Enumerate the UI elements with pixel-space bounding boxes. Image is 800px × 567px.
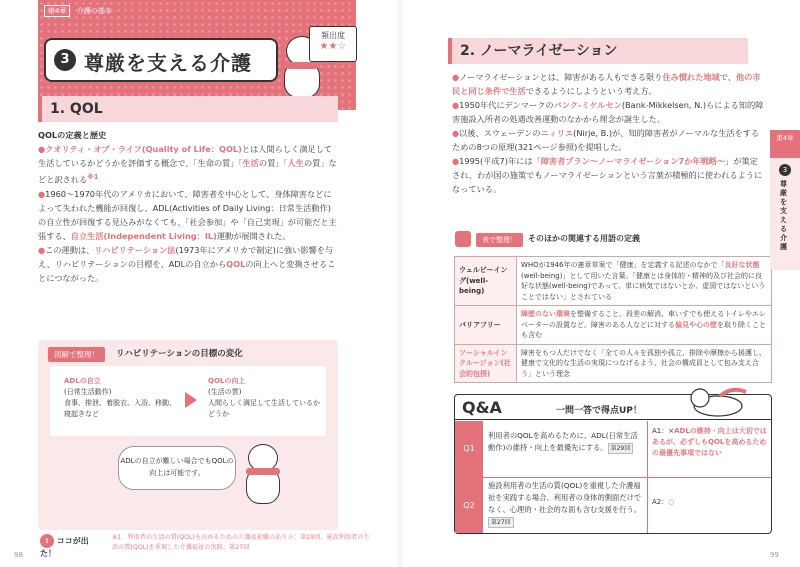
qol-subheading: QOLの定義と歴史 [38,130,107,140]
chapter-label: 第4章 [44,5,70,17]
q1-label: Q1 [455,421,483,477]
section-number: 3 [54,49,76,71]
side-title: 尊厳を支える介護 [780,180,787,251]
qa-title: 一問一答で得点UP！ [556,406,642,416]
page-number-left: 98 [14,551,23,559]
adl-desc: 食事、排泄、着脱衣、入浴、移動、寝起きなど [64,399,176,418]
qol-title: QOLの向上 [208,377,246,385]
table-row [455,306,772,345]
definition-cell: 障壁のない環境を整備すること。段差の解消、車いすでも使えるトイレやエレベーターの設置など。障害のある人などに対する偏見や心の壁を取り除くことも含む [517,306,772,345]
side-chapter: 第4章 [770,130,800,158]
table-title: そのほかの関連する用語の定義 [528,234,640,243]
adl-title: ADLの自立 [64,377,101,385]
qol-paragraph-3: ●この運動は、リハビリテーション法(1973年にアメリカで制定)に強い影響を与え、リハビリテーションの目標を、ADLの自立からQOLの向上へと変換させることにつながった。 [38,244,336,283]
page-number-right: 99 [770,551,779,559]
table-row [455,344,772,383]
norm-paragraph-4: ●1995(平成7)年には「障害者プラン～ノーマライゼーション7か年戦略～」が策定され、わが国の施策でもノーマライゼーションという言葉が積極的に使われるようになっている。 [452,156,763,194]
frequency-sign [309,26,357,62]
definition-cell: 障害をもつ人だけでなく「全ての人々を孤独や孤立、排除や摩擦から援護し、健康で文化的な生活の実現につなげるよう、社会の構成員として包み支え合う」という理念 [517,344,772,383]
a2-text: A2：○ [652,498,675,506]
term-cell: ソーシャルインクルージョン(社会的包摂) [455,344,517,383]
q2-ref: 第27回 [488,517,514,528]
q1-ref: 第29回 [608,443,634,454]
normalization-body [452,70,764,196]
qol-box [208,376,320,420]
q2-label: Q2 [455,478,483,533]
book-gutter [398,0,402,567]
qol-paragraph-2: ●1960～1970年代のアメリカにおいて、障害者を中心として、身体障害などによって失われた機能が回復し、ADL(Activities of Daily Living：日常生活動作)の自立性が回復する見込みがなくても、「社会参加」や「自己実現」が可能だと主張する、自立生活(Independent Living：IL)運動が展開された。 [38,188,337,241]
term-cell: バリアフリー [455,306,517,345]
side-index-tab [770,130,800,270]
section-title: 尊厳を支える介護 [84,51,252,75]
section-title-card [44,38,278,82]
qa-divider [455,477,771,478]
chapter-tag [44,6,112,16]
side-number: 3 [779,164,791,176]
koko-label: ココが出た！ [40,536,89,558]
norm-paragraph-1: ●ノーマライゼーションとは、障害がある人もできる限り住み慣れた地域で、他の市民と同じ条件で生活できるようにしようという考え方。 [452,72,761,96]
cat-mascot-icon [680,380,750,420]
norm-paragraph-3: ●以後、スウェーデンのニィリエ(Nirje, B.)が、知的障害者がノーマルな生活をするための8つの原理(321ページ参照)を提唱した。 [452,128,760,152]
norm-paragraph-2: ●1950年代にデンマークのバンク-ミケルセン(Bank-Mikkelsen, N.)らによる知的障害施設入所者の処遇改善運動のなかから理念が誕生した。 [452,100,764,124]
chapter-title: 介護の基本 [76,7,112,15]
definition-cell: WHOが1946年の憲章草案で「健康」を定義する記述のなかで「良好な状態(well-being)」として用いた言葉。「健康とは身体的・精神的及び社会的に良好な状態(well-being)であって、単に病気ではないとか、虚弱ではないということではない」とされている [517,257,772,306]
frequency-label: 頻出度 [321,31,345,40]
diagram-tag: 図解で整理！ [48,347,105,362]
koko-badge [40,534,100,558]
diagram-title: リハビリテーションの目標の変化 [116,349,243,359]
koko-icon: ! [40,534,54,548]
qol-sub: (生活の質) [208,388,242,396]
q1-text: 利用者のQOLを高めるために、ADL(日常生活動作)の維持・向上を最優先にする。 第29回 [488,431,638,452]
normalization-heading: 2. ノーマライゼーション [448,38,748,64]
qol-paragraph-1: ●クオリティ・オブ・ライフ(Quality of Life：QOL)とは人間らしく満足して生活しているかどうかを評価する概念で、「生命の質」「生活の質」「人生の質」などと訳される$^{※1}$ [38,144,337,185]
term-cell: ウェルビーイング(well-being) [455,257,517,306]
qol-desc: 人間らしく満足して生活しているかどうか [208,399,320,418]
bear-speaker-icon [244,440,284,510]
table-icon [455,231,471,247]
footnote: ※1 利用者の生活の質(QOL)を高めるための介護福祉職のあり方：第29回、施設利用者の生活の質(QOL)を重視した介護福祉の実践：第27回 [112,534,370,551]
arrow-right-icon [185,392,197,408]
table-row [455,257,772,306]
table-tag: 表で整理！ [476,233,523,247]
a1-text: A1：×ADLの維持・向上は大切ではあるが、必ずしもQOLを高めるための最優先事項ではない [652,427,767,457]
adl-sub: (日常生活動作) [64,388,112,396]
adl-box [64,376,180,420]
terms-table [454,256,772,383]
qa-logo: Q&A [462,398,502,417]
qol-heading: 1. QOL [38,96,338,122]
qol-body [38,128,338,285]
q2-text: 施設利用者の生活の質(QOL)を重視した介護福祉を実践する場合、利用者の身体的側面だけでなく、心理的・社会的な面も含む支援を行う。 第27回 [488,481,642,526]
frequency-stars: ★★☆ [319,41,347,52]
speech-bubble: ADLの自立が難しい場合でもQOLの向上は可能です。 [118,446,236,490]
